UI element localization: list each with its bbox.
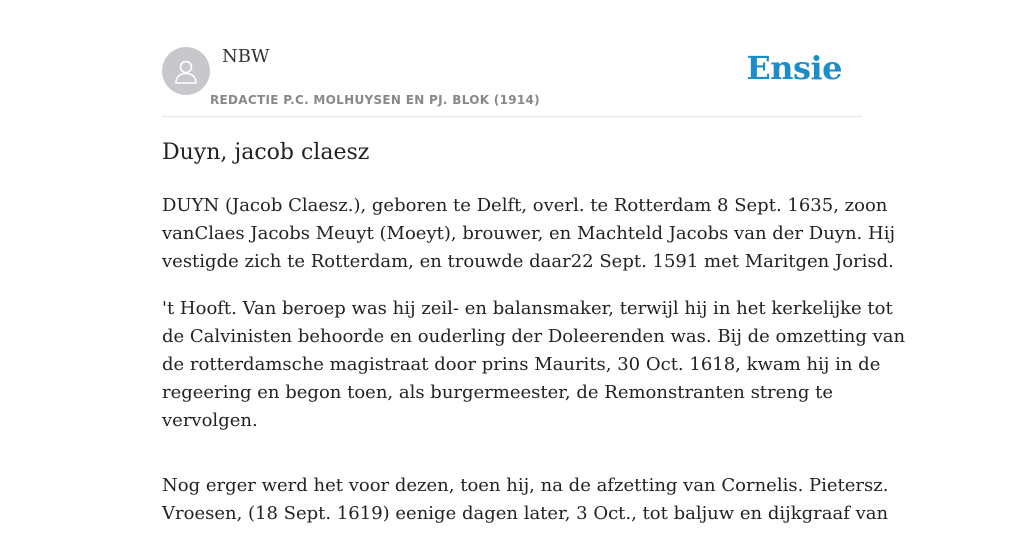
- text-line: Nog erger werd het voor dezen, toen hij, na de afzetting van Cornelis. Pietersz.: [162, 475, 889, 496]
- text-line: vestigde zich te Rotterdam, en trouwde daar22 Sept. 1591 met Maritgen Jorisd.: [162, 251, 894, 272]
- text-line: 't Hooft. Van beroep was hij zeil- en balansmaker, terwijl hij in het kerkelijke tot: [162, 298, 893, 319]
- header: [162, 46, 862, 117]
- paragraph: [162, 472, 889, 528]
- text-line: de Calvinisten behoorde en ouderling der Doleerenden was. Bij de omzetting van: [162, 326, 906, 347]
- text-line: regeering en begon toen, als burgermeester, de Remonstranten streng te: [162, 382, 834, 403]
- text-line: de rotterdamsche magistraat door prins Maurits, 30 Oct. 1618, kwam hij in de: [162, 354, 881, 375]
- brand-logo[interactable]: Ensie: [746, 49, 842, 87]
- source-subtitle: REDACTIE P.C. MOLHUYSEN EN PJ. BLOK (1914): [210, 93, 540, 107]
- paragraph: [162, 295, 906, 435]
- text-line: Vroesen, (18 Sept. 1619) eenige dagen later, 3 Oct., tot baljuw en dijkgraaf van: [162, 503, 889, 524]
- page-title: Duyn, jacob claesz: [162, 140, 370, 165]
- text-line: DUYN (Jacob Claesz.), geboren te Delft, overl. te Rotterdam 8 Sept. 1635, zoon: [162, 195, 888, 216]
- avatar[interactable]: [162, 47, 210, 95]
- text-line: vervolgen.: [162, 410, 258, 431]
- paragraph: [162, 192, 896, 276]
- article-body: [162, 192, 906, 547]
- user-icon: [171, 56, 201, 86]
- author-name[interactable]: NBW: [222, 46, 270, 67]
- text-line: vanClaes Jacobs Meuyt (Moeyt), brouwer, en Machteld Jacobs van der Duyn. Hij: [162, 223, 896, 244]
